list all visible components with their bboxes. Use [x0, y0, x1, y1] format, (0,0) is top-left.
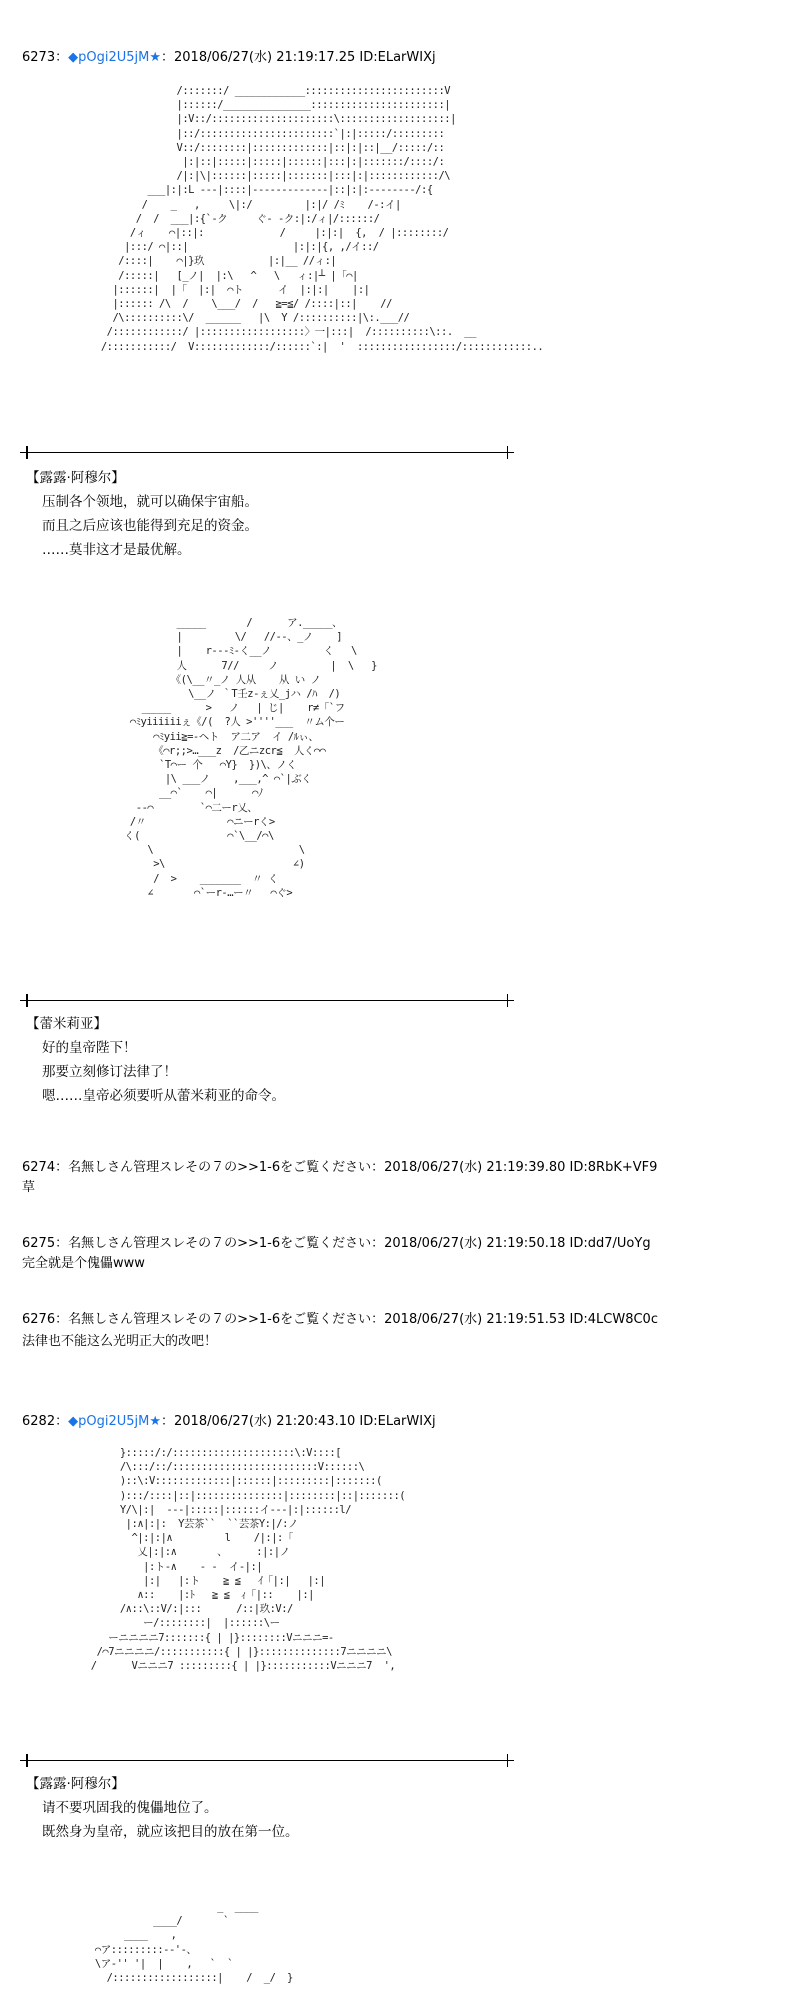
star-icon: ★ — [149, 50, 161, 65]
speech-block — [28, 1772, 299, 1844]
post-header — [22, 1308, 658, 1327]
speech-block — [28, 1012, 285, 1108]
post-number[interactable]: 6274 — [22, 1160, 56, 1175]
post-number[interactable]: 6276 — [22, 1312, 56, 1327]
speech-line: 而且之后应该也能得到充足的资金。 — [42, 518, 258, 534]
post-header — [22, 46, 436, 65]
divider — [20, 1000, 514, 1001]
post-date-id: ：2018/06/27(水) 21:19:51.53 ID:4LCW8C0c — [371, 1312, 658, 1327]
speech-block — [28, 466, 258, 562]
speech-line: 既然身为皇帝，就应该把目的放在第一位。 — [42, 1824, 299, 1840]
post-trip[interactable]: ◆pOgi2U5jM — [68, 50, 150, 65]
divider — [20, 452, 514, 453]
post-author-name: 名無しさん管理スレその７の>>1-6をご覧ください — [68, 1236, 372, 1251]
ascii-art-partial: _ ____ ____/ ` ____ , ⌒ア:::::::::--'-、 \ア-'' '| | , ` ` /::::::::::::::::::| / _/ } — [94, 1901, 293, 1985]
speech-line: ……莫非这才是最优解。 — [42, 542, 191, 558]
post-header — [22, 1410, 436, 1429]
post-separator: ： — [55, 1236, 69, 1251]
speech-line: 那要立刻修订法律了！ — [42, 1064, 177, 1080]
post-separator: ： — [55, 50, 69, 65]
post-number[interactable]: 6282 — [22, 1414, 56, 1429]
post-header — [22, 1156, 657, 1175]
speech-line: 请不要巩固我的傀儡地位了。 — [42, 1800, 218, 1816]
post-body: 草 — [22, 1180, 36, 1195]
post-header — [22, 1232, 651, 1251]
ascii-art-lulu-2: }:::::/:/:::::::::::::::::::::\:V::::[ /\:::/::/:::::::::::::::::::::::::V::::::\ )::\:V:::::::::::::|::::::|:::::::::|:::::::( ):::/::::|::|:::::::::::::::|::::::::|::|:::::::( Y/\|:| ---|:::::|::::::イ---|:|::::::l/ |:∧|:|: Y芸茶`` ``芸茶Y:|/:ノ ^|:|:|∧ l /|:|:「 乂|:|:∧ 、 :|:|ノ |:ト-∧ ‐ ‐ イ-|:| |:| |:ト ≧ ≦ ｲ「|:| |:| ∧:: |:ﾄ ≧ ≦ ｨ「|:: |:| /∧::\::V/:|::: /::|玖:V:/ ー/::::::::| |::::::\ー ーニニニニ7:::::::{ | |}::::::::Vニニニ=- /⌒7ニニニニ/:::::::::::{ | |}::::::::::::::7ニニニニ\ / Vニニニ7 :::::::::{ | |}:::::::::::Vニニニ7 ', — [90, 1447, 406, 1673]
speaker-name: 【露露·阿穆尔】 — [26, 470, 125, 486]
post-date-id: ：2018/06/27(水) 21:19:50.18 ID:dd7/UoYg — [371, 1236, 651, 1251]
post-number[interactable]: 6275 — [22, 1236, 56, 1251]
post-date-id: ：2018/06/27(水) 21:20:43.10 ID:ELarWIXj — [161, 1414, 436, 1429]
post-date-id: ：2018/06/27(水) 21:19:17.25 ID:ELarWIXj — [161, 50, 436, 65]
post-author-name: 名無しさん管理スレその７の>>1-6をご覧ください — [68, 1160, 372, 1175]
post-body: 法律也不能这么光明正大的改吧！ — [22, 1334, 218, 1349]
speaker-name: 【蕾米莉亚】 — [26, 1016, 107, 1032]
star-icon: ★ — [149, 1414, 161, 1429]
post-number[interactable]: 6273 — [22, 50, 56, 65]
post-separator: ： — [55, 1312, 69, 1327]
post-body: 完全就是个傀儡www — [22, 1256, 145, 1271]
divider — [20, 1760, 514, 1761]
ascii-art-remilia: _____ / ア._____、 | \/ //--、_ノ ] | r---ﾐ-く__ノ く \ 人 7// ノ | \ } 《(\__〃_ノ 人从 从 い ノ \__ノ ｀T壬z-ぇ乂_jハ /ﾊ /) _____ > ノ | じ| r≠「`フ ⌒ﾐyiiiiiiぇ《/( ?人 >''''___ 〃ム个ー ⌒ﾐyii≧=-ヘト ア二ア イ /ﾙぃ、 《⌒r;;>…___z /乙ニzcr≦ 人く⌒⌒ `T⌒ー 个 ⌒Y} })\、ノく |\ ___ノ ,___,^ ⌒`|ぶく __⌒` ⌒| ⌒ﾉ --⌒ `⌒二ーr乂、 /〃 ⌒ニーrく> く( ⌒`\__/⌒\ \ \ >\ ∠) / > _______ 〃 く ∠ ⌒`ーr-…ー〃 ⌒ぐ> — [124, 617, 377, 899]
ascii-art-lulu-1: /:::::::/ ____________::::::::::::::::::::::::V |::::::/_______________:::::::::::::::::::::::| |:V::/:::::::::::::::::::::\:::::::::::::::::::| |::/:::::::::::::::::::::::`|:|:::::/::::::::: V::/::::::::|:::::::::::::|::|:|::|__/:::::/:: |:|::|:::::|:::::|::::::|:::|:|:::::::/::::/: /|:|\|::::::|:::::|:::::::|:::|:|::::::::::::/\ ___|:|:L ---|::::|-------------|::|:|:--------/:{ / _ , \|:/ |:|/ /ﾐ /-:イ| / / ___|:{`-ク ぐ- -ク:|:/ィ|/::::::/ /ィ ⌒|::|: / |:|:| {, / |::::::::/ |:::/ ⌒|::| |:|:|{, ,/イ::/ /::::| ⌒|}玖 |:|__ //ィ:| /:::::| [_ノ| |:\ ^ \ ィ:|┴ |「⌒| |::::::| |「 |:| ⌒ト イ |:|:| |:| |:::::: /\ / \___/ / ≧=≦/ /::::|::| // /\::::::::::\/ ______ |\ Y /::::::::::|\:.___// /::::::::::::/ |::::::::::::::::::〉一|:::| /::::::::::\::. __ /:::::::::::/ V:::::::::::::/::::::`:| ' :::::::::::::::::/::::::::::::.. — [100, 85, 544, 353]
post-separator: ： — [55, 1160, 69, 1175]
speech-line: 好的皇帝陛下！ — [42, 1040, 137, 1056]
post-author-name: 名無しさん管理スレその７の>>1-6をご覧ください — [68, 1312, 372, 1327]
speaker-name: 【露露·阿穆尔】 — [26, 1776, 125, 1792]
speech-line: 压制各个领地，就可以确保宇宙船。 — [42, 494, 258, 510]
speech-line: 嗯……皇帝必须要听从蕾米莉亚的命令。 — [42, 1088, 285, 1104]
post-separator: ： — [55, 1414, 69, 1429]
post-trip[interactable]: ◆pOgi2U5jM — [68, 1414, 150, 1429]
post-date-id: ：2018/06/27(水) 21:19:39.80 ID:8RbK+VF9 — [371, 1160, 658, 1175]
